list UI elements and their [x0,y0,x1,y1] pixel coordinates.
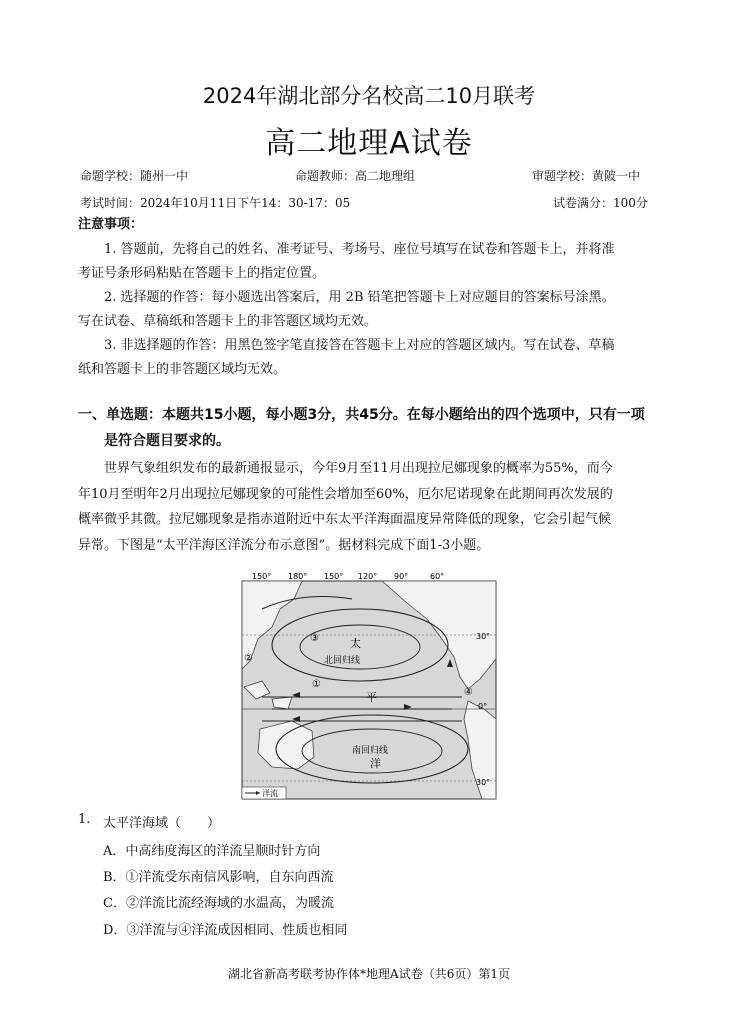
meta-school: 命题学校：随州一中 [80,169,189,183]
meta-reviewer: 审题学校：黄陂一中 [532,169,641,183]
meta-score: 试卷满分：100分 [553,196,648,210]
lon-label: 150° [252,572,272,581]
lon-label: 60° [430,572,445,581]
legend-label: 洋流 [262,789,278,798]
lon-label: 90° [394,572,409,581]
notice-item-3: 3. 非选择题的作答：用黑色签字笔直接答在答题卡上对应的答题区域内。写在试卷、草稿 纸和答题卡上的非答题区域均无效。 [78,338,615,377]
section-heading: 一、单选题：本题共15小题，每小题3分，共45分。在每小题给出的四个选项中，只有一项 是符合题目要求的。 [78,407,645,449]
current-marker-4: ④ [464,687,473,698]
option-a[interactable]: A．中高纬度海区的洋流呈顺时针方向 [103,844,321,859]
question-1-number: 1. [78,812,91,827]
notice-item-2: 2. 选择题的作答：每小题选出答案后，用 2B 铅笔把答题卡上对应题目的答案标号涂黑。 写在试卷、草稿纸和答题卡上的非答题区域均无效。 [78,290,615,329]
lon-label: 180° [288,572,308,581]
ocean-label: 平 [366,691,377,704]
page-footer: 湖北省新高考联考协作体*地理A试卷（共6页）第1页 [228,967,510,981]
lon-label: 150° [324,572,344,581]
meta-teacher: 命题教师：高二地理组 [295,169,416,183]
current-marker-2: ② [244,653,253,664]
notice-title: 注意事项： [78,217,144,232]
current-marker-1: ① [312,679,321,690]
option-b[interactable]: B．①洋流受东南信风影响，自东向西流 [103,870,334,885]
question-1-stem: 太平洋海域（ ） [103,816,221,831]
pacific-current-map [232,569,504,804]
lat-label: 0° [478,702,488,711]
ocean-label: 洋 [370,757,381,770]
lon-label: 120° [358,572,378,581]
notice-item-1: 1. 答题前，先将自己的姓名、准考证号、考场号、座位号填写在试卷和答题卡上，并将准 考证号条形码粘贴在答题卡上的指定位置。 [78,242,615,281]
ocean-label: 太 [350,637,361,650]
australia-landmass [258,721,314,769]
exam-title: 2024年湖北部分名校高二10月联考 [202,84,536,108]
north-tropic-label: 北回归线 [324,656,361,666]
option-d[interactable]: D．③洋流与④洋流成因相同、性质也相同 [103,923,348,938]
option-c[interactable]: C．②洋流比流经海域的水温高，为暖流 [103,896,334,911]
south-tropic-label: 南回归线 [352,746,389,756]
meta-time: 考试时间：2024年10月11日下午14：30-17：05 [80,196,351,210]
lat-label: 30° [476,632,491,641]
current-marker-3: ③ [310,633,319,644]
exam-subtitle: 高二地理A试卷 [265,126,473,161]
lat-label: 30° [476,778,491,787]
passage: 世界气象组织发布的最新通报显示，今年9月至11月出现拉尼娜现象的概率为55%，而今 年10月至明年2月出现拉尼娜现象的可能性会增加至60%，厄尔尼诺现象在此期间再次发展的 概率微乎其微。拉尼娜现象是指赤道附近中东太平洋海面温度异常降低的现象，它会引起气候 异常。下图是“太平洋海区洋流分布示意图”。据材料完成下面1-3小题。 [78,461,613,553]
